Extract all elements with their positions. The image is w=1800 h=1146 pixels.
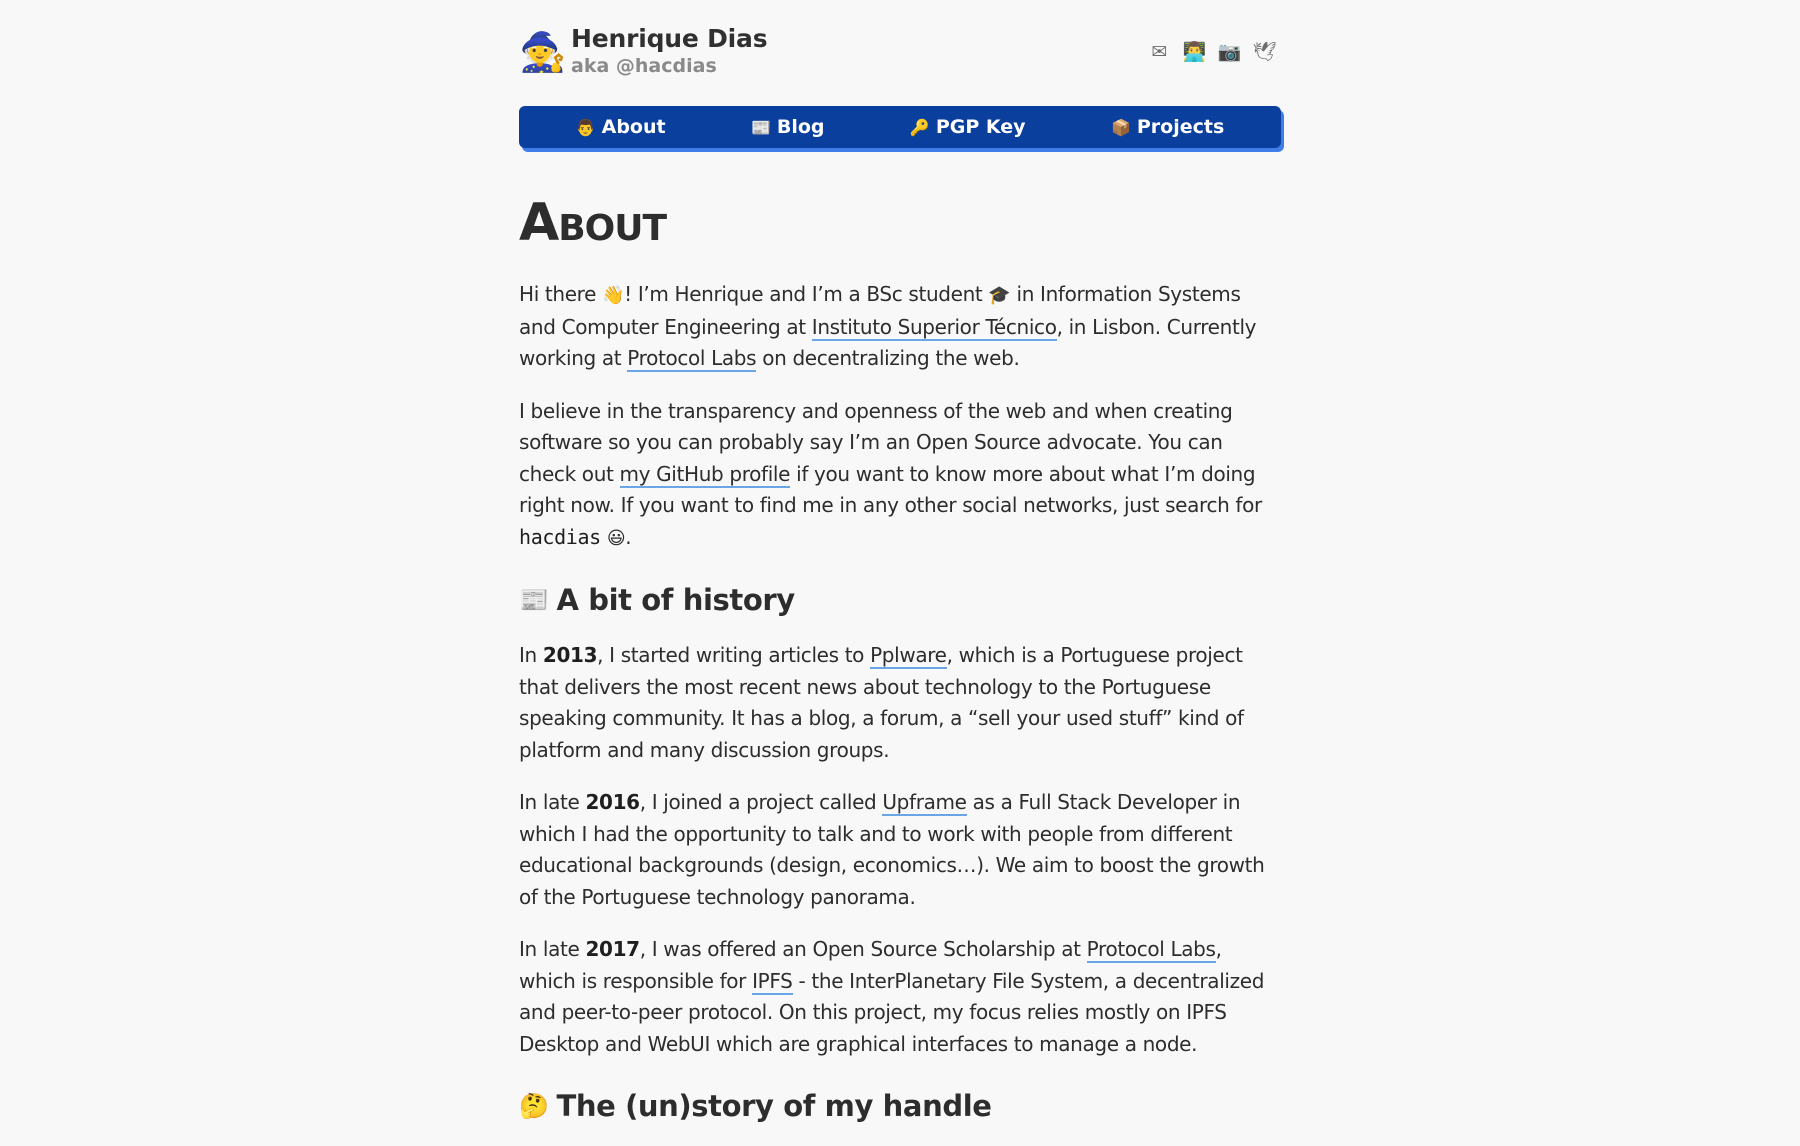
text: I believe in the transparency and openness of the web and when creating software so you can probably say I’m an Open Source advocate. You can check out [519,398,1233,486]
newspaper-icon: 📰 [519,586,549,614]
nav-item-label: Blog [776,116,825,138]
site-header [519,0,1283,100]
text: , which is responsible for [519,937,1222,993]
text: , I started writing articles to [597,643,871,667]
pplware-link[interactable]: Pplware [870,643,947,667]
text: In late [519,790,586,814]
text: , which is a Portuguese project that delivers the most recent news about technology to the Portuguese speaking community. It has a blog, a forum, a “sell your used stuff” kind of platform and many discussion groups. [519,643,1244,762]
camera-icon[interactable]: 📷 [1217,41,1242,63]
site-owner-name[interactable]: Henrique Dias [571,24,768,53]
text: , I joined a project called [639,790,883,814]
year-2017: 2017 [585,937,640,961]
text: in Information Systems and Computer Engineering at [519,282,1241,339]
text: if you want to know more about what I’m doing right now. If you want to find me in any other social networks, just search for [519,461,1262,517]
nav-item-label: PGP Key [935,116,1026,138]
page-container [519,0,1283,1123]
text: on decentralizing the web. [756,346,1020,370]
upframe-link[interactable]: Upframe [882,790,967,814]
text: as a Full Stack Developer in which I had the opportunity to talk and to work with people from different educational backgrounds (design, economics…). We aim to boost the growth of the Portuguese technology panorama. [519,790,1265,909]
smiley-icon: 😃 [606,527,626,549]
history-2013-paragraph [519,640,1283,766]
wizard-avatar-icon[interactable]: 🧙 [519,30,567,74]
year-2013: 2013 [542,643,598,667]
thinking-face-icon: 🤔 [519,1092,549,1120]
nav-item-label: Projects [1136,116,1225,138]
package-icon: 📦 [1110,117,1131,137]
page-title: About [519,193,667,253]
protocol-labs-link[interactable]: Protocol Labs [627,346,757,370]
history-2016-paragraph [519,787,1283,913]
text: Hi there [519,282,603,306]
ist-link[interactable]: Instituto Superior Técnico [811,314,1057,339]
text: . [625,524,632,549]
nav-item-about[interactable] [576,116,666,138]
text: In late [519,937,586,961]
developer-icon[interactable]: 👨‍💻 [1182,41,1207,63]
ipfs-link[interactable]: IPFS [752,968,793,993]
nav-item-pgp-key[interactable] [910,116,1026,138]
main-nav [519,106,1281,148]
history-heading-label: A bit of history [556,583,795,617]
intro-paragraph [519,279,1283,375]
open-source-paragraph [519,396,1283,555]
main-content [519,188,1283,1146]
nav-item-projects[interactable] [1111,116,1224,138]
year-2016: 2016 [585,790,640,814]
key-icon: 🔑 [909,117,930,137]
text: , I was offered an Open Source Scholarship at [639,937,1087,961]
nav-item-label: About [601,116,666,138]
newspaper-icon: 📰 [750,117,771,137]
waving-hand-icon: 👋 [602,285,625,306]
history-heading [519,582,1283,618]
history-2017-paragraph [519,934,1283,1060]
site-owner-handle: aka @hacdias [571,55,717,77]
handle-heading [519,1088,1283,1124]
text: In [519,643,543,667]
social-links [1147,40,1277,65]
graduation-cap-icon: 🎓 [988,285,1011,306]
text: , in Lisbon. Currently working at [519,314,1257,370]
text: ! I’m Henrique and I’m a BSc student [624,282,989,306]
text: - the InterPlanetary File System, a decentralized and peer-to-peer protocol. On this project, my focus relies mostly on IPFS Desktop and WebUI which are graphical interfaces to manage a node. [519,968,1265,1056]
protocol-labs-link[interactable]: Protocol Labs [1086,937,1216,961]
handle-heading-label: The (un)story of my handle [556,1089,992,1123]
handle-code: hacdias [519,524,601,549]
email-icon[interactable]: ✉ [1151,41,1168,63]
nav-item-blog[interactable] [751,116,825,138]
dove-icon[interactable]: 🕊 [1252,41,1277,63]
man-icon: 👨 [575,117,596,137]
github-profile-link[interactable]: my GitHub profile [619,461,791,486]
